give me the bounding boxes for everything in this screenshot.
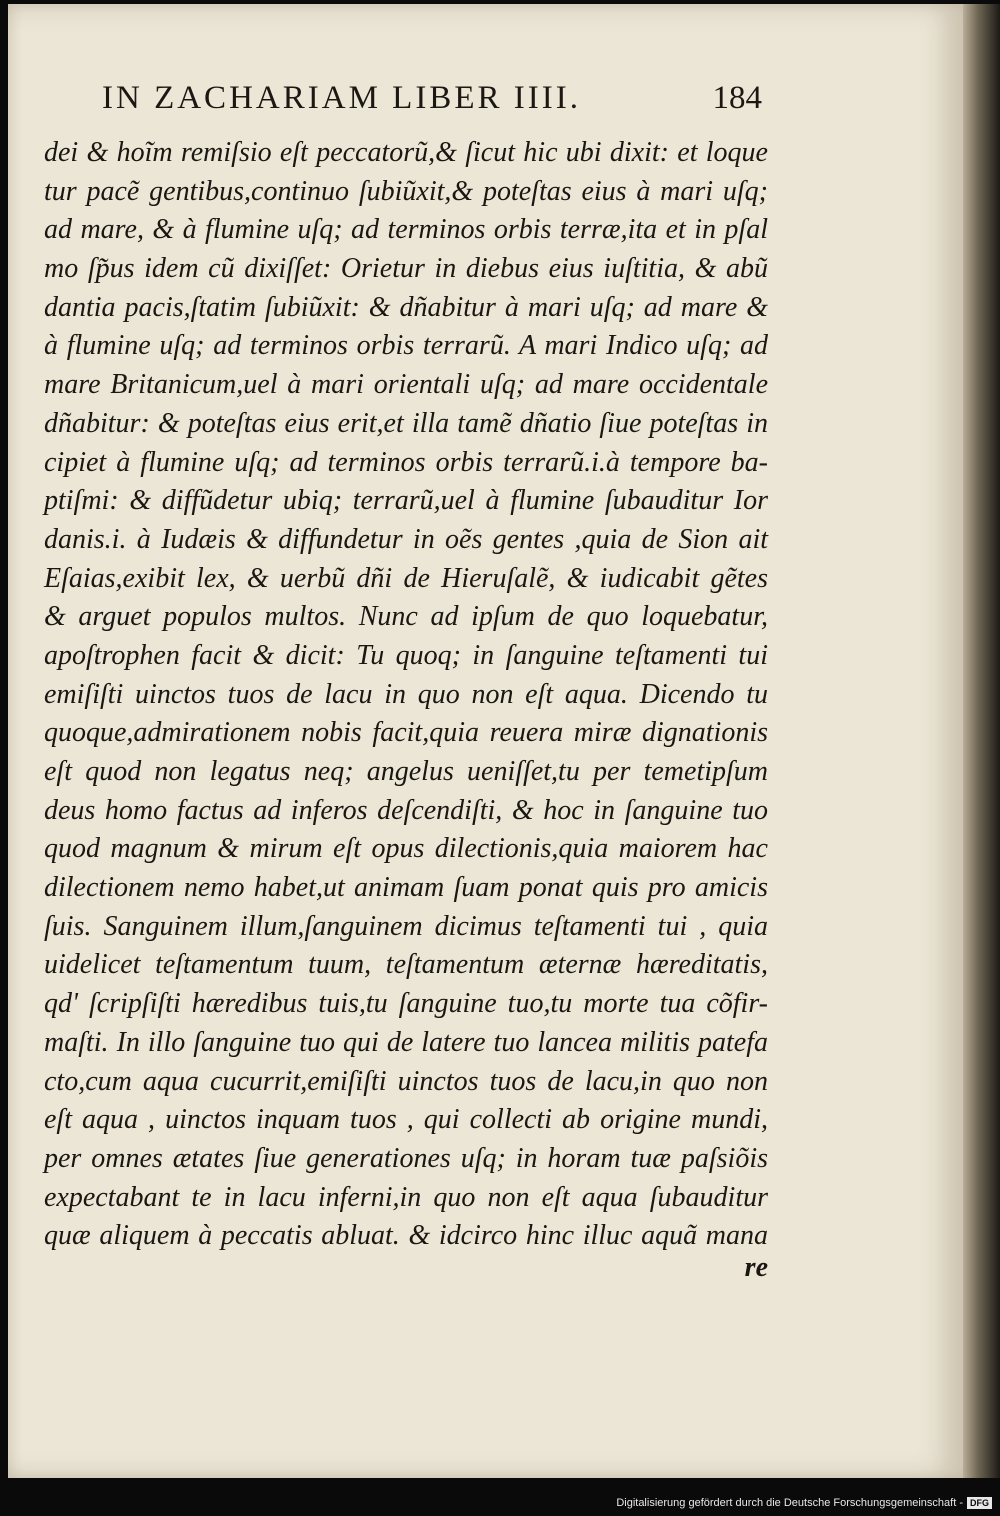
text-line: danis.i. à Iudæis & diffundetur in oẽs gentes ,quia de Sion ait bbox=[44, 523, 768, 555]
text-line: dilectionem nemo habet,ut animam ſuam ponat quis pro amicis bbox=[44, 872, 768, 904]
running-title: IN ZACHARIAM LIBER IIII. bbox=[102, 80, 581, 116]
text-line: quod magnum & mirum eſt opus dilectionis,quia maiorem hac bbox=[44, 833, 768, 865]
text-line: qd' ſcripſiſti hæredibus tuis,tu ſanguine tuo,tu morte tua cõfir- bbox=[44, 988, 768, 1020]
text-line: eſt aqua , uinctos inquam tuos , qui collecti ab origine mundi, bbox=[44, 1104, 768, 1136]
text-line: dñabitur: & poteſtas eius erit,et illa tamẽ dñatio ſiue poteſtas in bbox=[44, 407, 768, 439]
catchword: re bbox=[744, 1252, 768, 1283]
text-line: & arguet populos multos. Nunc ad ipſum de quo loquebatur, bbox=[44, 601, 768, 633]
text-line: tur pacẽ gentibus,continuo ſubiũxit,& poteſtas eius à mari uſq; bbox=[44, 175, 768, 207]
text-line: Eſaias,exibit lex, & uerbũ dñi de Hieruſalẽ, & iudicabit gẽtes bbox=[44, 562, 768, 594]
text-line: maſti. In illo ſanguine tuo qui de latere tuo lancea militis patefa bbox=[44, 1026, 768, 1058]
text-line: cipiet à flumine uſq; ad terminos orbis terrarũ.i.à tempore ba- bbox=[44, 446, 768, 478]
credit-text: Digitalisierung gefördert durch die Deutsche Forschungsgemeinschaft - bbox=[616, 1497, 963, 1509]
text-line: ad mare, & à flumine uſq; ad terminos orbis terræ,ita et in pſal bbox=[44, 214, 768, 246]
text-line: cto,cum aqua cucurrit,emiſiſti uinctos tuos de lacu,in quo non bbox=[44, 1065, 768, 1097]
text-line: à flumine uſq; ad terminos orbis terrarũ. A mari Indico uſq; ad bbox=[44, 330, 768, 362]
book-page bbox=[8, 4, 963, 1478]
text-line: quoque,admirationem nobis facit,quia reuera miræ dignationis bbox=[44, 717, 768, 749]
running-header bbox=[102, 80, 762, 124]
text-line: eſt quod non legatus neq; angelus ueniſſet,tu per temetipſum bbox=[44, 756, 768, 787]
page-number: 184 bbox=[712, 80, 762, 116]
dfg-logo-icon: DFG bbox=[967, 1497, 992, 1509]
text-line: per omnes ætates ſiue generationes uſq; in horam tuæ paſsiõis bbox=[44, 1142, 768, 1174]
text-line: apoſtrophen facit & dicit: Tu quoq; in ſanguine teſtamenti tui bbox=[44, 639, 768, 671]
text-line: uidelicet teſtamentum tuum, teſtamentum æternæ hæreditatis, bbox=[44, 949, 768, 981]
book-spine-edge bbox=[963, 4, 1000, 1478]
text-line: emiſiſti uinctos tuos de lacu in quo non eſt aqua. Dicendo tu bbox=[44, 678, 768, 710]
text-line: expectabant te in lacu inferni,in quo non eſt aqua ſubauditur bbox=[44, 1181, 768, 1213]
text-line: mo ſp̃us idem cũ dixiſſet: Orietur in diebus eius iuſtitia, & abũ bbox=[44, 253, 768, 285]
text-block bbox=[44, 134, 768, 1256]
text-line: dantia pacis,ſtatim ſubiũxit: & dñabitur à mari uſq; ad mare & bbox=[44, 291, 768, 323]
digitization-credit bbox=[616, 1497, 992, 1509]
text-line: ptiſmi: & diffũdetur ubiq; terrarũ,uel à flumine ſubauditur Ior bbox=[44, 485, 768, 517]
text-line: ſuis. Sanguinem illum,ſanguinem dicimus teſtamenti tui , quia bbox=[44, 910, 768, 942]
text-line: mare Britanicum,uel à mari orientali uſq; ad mare occidentale bbox=[44, 369, 768, 401]
text-line: dei & hoĩm remiſsio eſt peccatorũ,& ſicut hic ubi dixit: et loque bbox=[44, 137, 768, 168]
text-line: deus homo factus ad inferos deſcendiſti, & hoc in ſanguine tuo bbox=[44, 794, 768, 826]
text-line: quæ aliquem à peccatis abluat. & idcirco hinc illuc aquã mana bbox=[44, 1220, 768, 1252]
